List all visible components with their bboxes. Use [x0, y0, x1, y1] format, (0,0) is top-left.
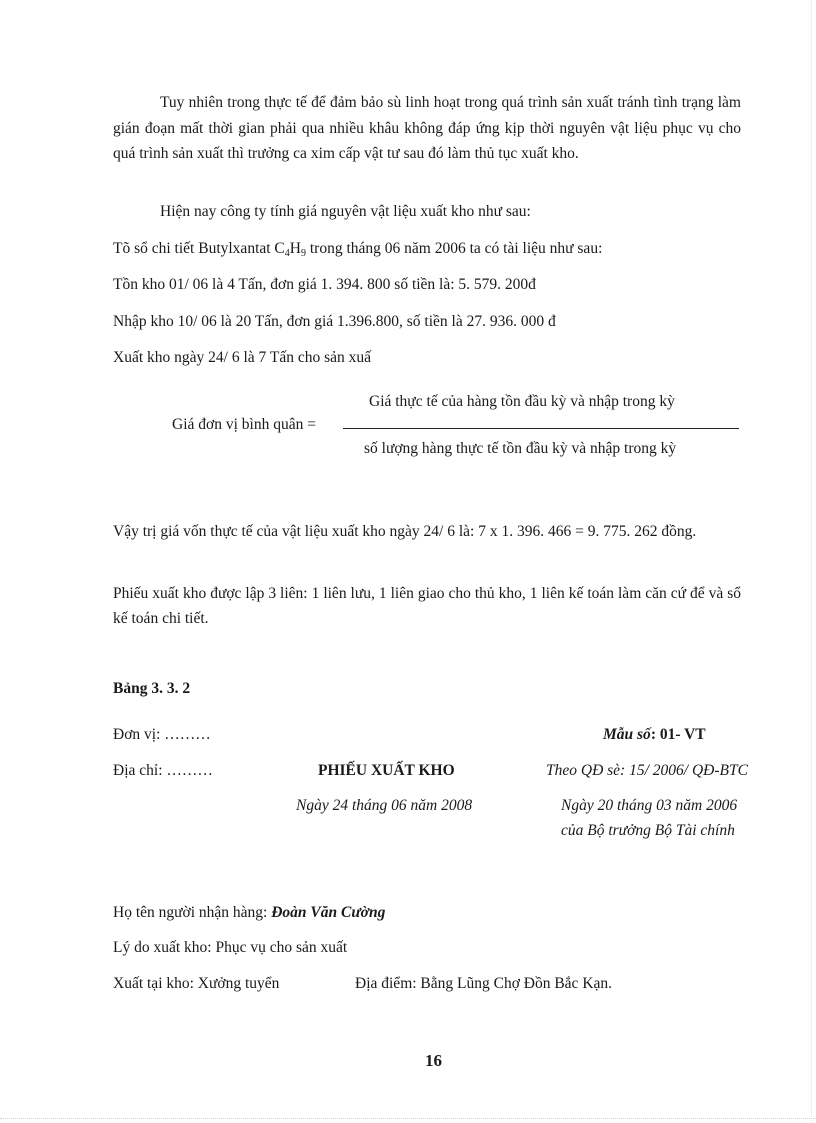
value-paragraph: Vậy trị giá vốn thực tế của vật liệu xuất kho ngày 24/ 6 là: 7 x 1. 396. 466 = 9. 775. 262 đồng.	[113, 523, 697, 540]
page-number: 16	[425, 1051, 442, 1070]
receiver-name: Đoàn Văn Cường	[271, 904, 386, 921]
issue-reason: Lý do xuất kho: Phục vụ cho sản xuất	[113, 939, 348, 956]
method-intro: Hiện nay công ty tính giá nguyên vật liệu xuất kho như sau:	[160, 203, 531, 220]
receiver-label: Họ tên người nhận hàng:	[113, 904, 272, 921]
unit-field: Đơn vị: ………	[113, 726, 211, 743]
butylxantat-line	[113, 240, 602, 259]
fraction-line	[343, 428, 739, 429]
formula-denominator: số lượng hàng thực tế tồn đầu kỳ và nhập trong kỳ	[364, 440, 677, 457]
opening-stock-line: Tồn kho 01/ 06 là 4 Tấn, đơn giá 1. 394. 800 số tiền là: 5. 579. 200đ	[113, 276, 536, 293]
form-date: Ngày 24 tháng 06 năm 2008	[296, 797, 473, 814]
formula-numerator: Giá thực tế của hàng tồn đầu kỳ và nhập trong kỳ	[369, 393, 675, 410]
table-title: Bảng 3. 3. 2	[113, 680, 191, 697]
form-number	[603, 726, 706, 744]
receipt-line: Nhập kho 10/ 06 là 20 Tấn, đơn giá 1.396.800, số tiền là 27. 936. 000 đ	[113, 313, 556, 330]
intro-paragraph: Tuy nhiên trong thực tế để đảm bảo sù linh hoạt trong quá trình sản xuất tránh tình trạng làm gián đoạn mất thời gian phải qua nhiều khâu không đáp ứng kịp thời nguyên vật liệu phục vụ cho quá trình sản xuất thì trưởng ca xim cấp vật tư sau đó làm thủ tục xuất kho.	[113, 94, 741, 162]
receiver-line	[113, 904, 385, 922]
decision-issuer: của Bộ trưởng Bộ Tài chính	[561, 822, 735, 839]
butylxantat-suffix: trong tháng 06 năm 2006 ta có tài liệu như sau:	[305, 240, 603, 257]
form-number-label: Mẫu số	[603, 726, 651, 743]
butylxantat-prefix: Tõ sổ chi tiết Butylxantat C	[113, 240, 285, 257]
formula-label: Giá đơn vị bình quân =	[172, 416, 316, 433]
carbon-subscript: 4	[284, 248, 290, 259]
form-title: PHIẾU XUẤT KHO	[318, 762, 455, 779]
location-field: Địa điểm: Bằng Lũng Chợ Đồn Bắc Kạn.	[355, 975, 613, 992]
decision-date: Ngày 20 tháng 03 năm 2006	[561, 797, 738, 814]
hydrogen-subscript: 9	[300, 248, 306, 259]
issue-line: Xuất kho ngày 24/ 6 là 7 Tấn cho sản xuấ	[113, 349, 371, 366]
hydrogen-symbol: H	[289, 240, 301, 257]
decision-reference: Theo QĐ sè: 15/ 2006/ QĐ-BTC	[546, 762, 748, 779]
voucher-paragraph: Phiếu xuất kho được lập 3 liên: 1 liên lưu, 1 liên giao cho thủ kho, 1 liên kế toán làm căn cứ để và sổ kế toán chi tiết.	[113, 585, 741, 627]
form-number-value: : 01- VT	[650, 726, 706, 743]
page-right-border	[811, 0, 812, 1123]
address-field: Địa chỉ: ………	[113, 762, 213, 779]
warehouse-field: Xuất tại kho: Xưởng tuyển	[113, 975, 280, 992]
page-bottom-border	[0, 1118, 816, 1119]
